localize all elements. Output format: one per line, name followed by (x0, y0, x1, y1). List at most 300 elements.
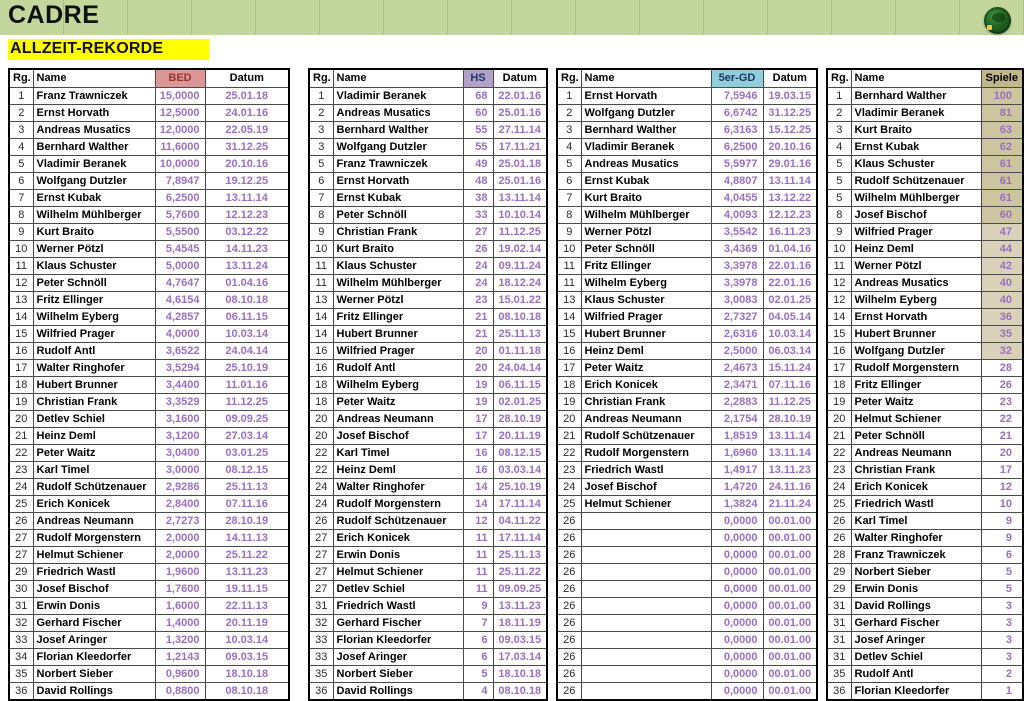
value-cell: 3,3978 (711, 258, 763, 275)
rank-cell: 9 (827, 224, 851, 241)
name-cell: Peter Waitz (333, 394, 463, 411)
table-row (9, 394, 289, 411)
name-cell: Florian Kleedorfer (851, 683, 981, 701)
rank-cell: 2 (827, 105, 851, 122)
name-cell: Helmut Schiener (851, 411, 981, 428)
table-row (309, 615, 547, 632)
value-cell: 0,0000 (711, 513, 763, 530)
table-row (9, 411, 289, 428)
date-cell: 00.01.00 (763, 530, 817, 547)
table-row (9, 615, 289, 632)
title-banner (0, 0, 1024, 35)
value-cell: 48 (463, 173, 493, 190)
name-cell: Hubert Brunner (851, 326, 981, 343)
rank-cell: 16 (9, 343, 33, 360)
table-row (557, 360, 817, 377)
value-cell: 14 (463, 496, 493, 513)
value-cell: 1,4000 (155, 615, 205, 632)
rank-cell: 14 (557, 309, 581, 326)
name-cell: Fritz Ellinger (851, 377, 981, 394)
table-row (827, 258, 1023, 275)
table-row (557, 394, 817, 411)
name-cell: Gerhard Fischer (333, 615, 463, 632)
date-cell: 00.01.00 (763, 564, 817, 581)
name-cell: Karl Timel (851, 513, 981, 530)
date-cell: 19.03.15 (763, 88, 817, 105)
rank-cell: 14 (9, 309, 33, 326)
value-cell: 5,7600 (155, 207, 205, 224)
name-cell: Heinz Deml (33, 428, 155, 445)
value-cell: 23 (463, 292, 493, 309)
date-cell: 02.01.25 (493, 394, 547, 411)
rank-cell: 8 (309, 207, 333, 224)
value-cell: 0,0000 (711, 547, 763, 564)
date-cell: 08.10.18 (493, 683, 547, 701)
rank-cell: 6 (309, 173, 333, 190)
value-cell: 35 (981, 326, 1023, 343)
page-title: CADRE (8, 1, 100, 29)
table-row (9, 666, 289, 683)
table-row (557, 105, 817, 122)
date-cell: 13.11.14 (493, 190, 547, 207)
table-row (9, 649, 289, 666)
table-row (557, 615, 817, 632)
table-row (827, 615, 1023, 632)
table-row (309, 173, 547, 190)
date-cell: 27.03.14 (205, 428, 289, 445)
name-cell: Peter Schnöll (581, 241, 711, 258)
value-cell: 24 (463, 275, 493, 292)
rank-cell: 4 (827, 139, 851, 156)
rank-cell: 31 (827, 649, 851, 666)
name-cell: David Rollings (333, 683, 463, 701)
rank-cell: 31 (827, 632, 851, 649)
column-header-date: Datum (493, 69, 547, 88)
table-row (557, 428, 817, 445)
date-cell: 22.11.13 (205, 598, 289, 615)
name-cell: Norbert Sieber (33, 666, 155, 683)
rank-cell: 26 (309, 513, 333, 530)
page-subtitle: ALLZEIT-REKORDE (8, 39, 209, 60)
rank-cell: 17 (827, 360, 851, 377)
date-cell: 24.11.16 (763, 479, 817, 496)
value-cell: 5 (981, 581, 1023, 598)
rank-cell: 31 (827, 598, 851, 615)
table-row (827, 275, 1023, 292)
rank-cell: 8 (827, 207, 851, 224)
date-cell: 00.01.00 (763, 513, 817, 530)
table-row (827, 683, 1023, 701)
rank-cell: 13 (557, 292, 581, 309)
header-row (9, 69, 289, 88)
date-cell: 13.11.24 (205, 258, 289, 275)
name-cell: Wilhelm Eyberg (581, 275, 711, 292)
name-cell: Josef Bischof (33, 581, 155, 598)
name-cell: Franz Trawniczek (851, 547, 981, 564)
name-cell (581, 649, 711, 666)
table-row (309, 479, 547, 496)
name-cell: Fritz Ellinger (581, 258, 711, 275)
value-cell: 3 (981, 632, 1023, 649)
table-row (9, 530, 289, 547)
value-cell: 14 (463, 479, 493, 496)
rank-cell: 4 (557, 139, 581, 156)
rank-cell: 26 (557, 513, 581, 530)
date-cell: 13.12.22 (763, 190, 817, 207)
date-cell: 25.01.16 (493, 105, 547, 122)
rank-cell: 20 (309, 411, 333, 428)
value-cell: 3,6522 (155, 343, 205, 360)
name-cell: Rudolf Schützenauer (333, 513, 463, 530)
table-row (309, 530, 547, 547)
name-cell: Ernst Kubak (851, 139, 981, 156)
date-cell: 20.10.16 (205, 156, 289, 173)
rank-cell: 26 (557, 683, 581, 701)
value-cell: 3,0083 (711, 292, 763, 309)
rank-cell: 31 (827, 615, 851, 632)
name-cell: Rudolf Schützenauer (581, 428, 711, 445)
rank-cell: 25 (827, 496, 851, 513)
header-row (309, 69, 547, 88)
value-cell: 9 (981, 530, 1023, 547)
table-row (827, 547, 1023, 564)
table-row (827, 479, 1023, 496)
rank-cell: 1 (557, 88, 581, 105)
name-cell: Andreas Neumann (851, 445, 981, 462)
rank-cell: 5 (9, 156, 33, 173)
name-cell: Wilhelm Mühlberger (581, 207, 711, 224)
name-cell: Josef Bischof (851, 207, 981, 224)
value-cell: 68 (463, 88, 493, 105)
column-header-rank: Rg. (9, 69, 33, 88)
date-cell: 29.01.16 (763, 156, 817, 173)
value-cell: 4,8807 (711, 173, 763, 190)
table-row (827, 156, 1023, 173)
date-cell: 10.03.14 (205, 632, 289, 649)
table-row (827, 190, 1023, 207)
date-cell: 31.12.25 (763, 105, 817, 122)
rank-cell: 26 (557, 615, 581, 632)
table-row (827, 649, 1023, 666)
value-cell: 26 (981, 377, 1023, 394)
value-cell: 0,0000 (711, 666, 763, 683)
value-cell: 3,5542 (711, 224, 763, 241)
name-cell: Andreas Neumann (333, 411, 463, 428)
name-cell: Wilfried Prager (851, 224, 981, 241)
date-cell: 17.11.14 (493, 496, 547, 513)
table-row (557, 292, 817, 309)
name-cell: Friedrich Wastl (33, 564, 155, 581)
table-row (827, 428, 1023, 445)
value-cell: 17 (463, 428, 493, 445)
table-row (9, 241, 289, 258)
value-cell: 27 (463, 224, 493, 241)
rank-cell: 10 (9, 241, 33, 258)
date-cell: 24.01.16 (205, 105, 289, 122)
date-cell: 07.11.16 (763, 377, 817, 394)
table-row (309, 309, 547, 326)
date-cell: 15.01.22 (493, 292, 547, 309)
rank-cell: 24 (309, 496, 333, 513)
name-cell: Vladimir Beranek (581, 139, 711, 156)
date-cell: 00.01.00 (763, 666, 817, 683)
table-row (9, 207, 289, 224)
rank-cell: 26 (9, 513, 33, 530)
table-row (557, 258, 817, 275)
table-row (9, 224, 289, 241)
rank-cell: 26 (827, 530, 851, 547)
name-cell: Rudolf Antl (851, 666, 981, 683)
value-cell: 5,5977 (711, 156, 763, 173)
name-cell: Bernhard Walther (33, 139, 155, 156)
table-row (827, 632, 1023, 649)
name-cell: Werner Pötzl (333, 292, 463, 309)
table-row (827, 394, 1023, 411)
header-row (827, 69, 1023, 88)
value-cell: 0,8800 (155, 683, 205, 701)
table-row (9, 275, 289, 292)
table-row (827, 343, 1023, 360)
table-row (309, 190, 547, 207)
table-row (557, 462, 817, 479)
table-row (9, 343, 289, 360)
table-row (9, 156, 289, 173)
rank-cell: 14 (827, 309, 851, 326)
date-cell: 03.12.22 (205, 224, 289, 241)
name-cell (581, 547, 711, 564)
rank-cell: 29 (827, 564, 851, 581)
value-cell: 49 (463, 156, 493, 173)
table-row (827, 309, 1023, 326)
name-cell: Helmut Schiener (333, 564, 463, 581)
table-row (827, 411, 1023, 428)
rank-cell: 18 (557, 377, 581, 394)
rank-cell: 30 (9, 581, 33, 598)
date-cell: 00.01.00 (763, 683, 817, 701)
value-cell: 2,9286 (155, 479, 205, 496)
name-cell: Josef Bischof (333, 428, 463, 445)
table-row (309, 343, 547, 360)
date-cell: 06.03.14 (763, 343, 817, 360)
column-header-value: BED (155, 69, 205, 88)
date-cell: 25.01.18 (493, 156, 547, 173)
date-cell: 00.01.00 (763, 598, 817, 615)
value-cell: 19 (463, 394, 493, 411)
name-cell: Rudolf Antl (333, 360, 463, 377)
rank-cell: 29 (9, 564, 33, 581)
name-cell: Florian Kleedorfer (333, 632, 463, 649)
value-cell: 3,0000 (155, 462, 205, 479)
table-row (9, 462, 289, 479)
table-row (557, 445, 817, 462)
rank-cell: 1 (9, 88, 33, 105)
date-cell: 20.10.16 (763, 139, 817, 156)
value-cell: 55 (463, 139, 493, 156)
rank-cell: 15 (9, 326, 33, 343)
value-cell: 32 (981, 343, 1023, 360)
value-cell: 9 (463, 598, 493, 615)
name-cell: Gerhard Fischer (33, 615, 155, 632)
table-row (9, 88, 289, 105)
value-cell: 12 (981, 479, 1023, 496)
value-cell: 16 (463, 462, 493, 479)
date-cell: 11.12.25 (493, 224, 547, 241)
column-header-date: Datum (763, 69, 817, 88)
value-cell: 7,5946 (711, 88, 763, 105)
value-cell: 6,3163 (711, 122, 763, 139)
name-cell: Werner Pötzl (851, 258, 981, 275)
value-cell: 4,0000 (155, 326, 205, 343)
name-cell: Rudolf Morgenstern (333, 496, 463, 513)
rank-cell: 27 (9, 547, 33, 564)
name-cell: Wilfried Prager (33, 326, 155, 343)
rank-cell: 18 (309, 394, 333, 411)
date-cell: 18.10.18 (205, 666, 289, 683)
date-cell: 03.01.25 (205, 445, 289, 462)
rank-cell: 7 (309, 190, 333, 207)
table-row (827, 666, 1023, 683)
table-row (557, 496, 817, 513)
date-cell: 14.11.23 (205, 241, 289, 258)
column-header-value: 5er-GD (711, 69, 763, 88)
table-row (557, 666, 817, 683)
rank-cell: 8 (9, 207, 33, 224)
value-cell: 15,0000 (155, 88, 205, 105)
date-cell: 07.11.16 (205, 496, 289, 513)
date-cell: 14.11.13 (205, 530, 289, 547)
name-cell: Helmut Schiener (33, 547, 155, 564)
name-cell: Peter Waitz (581, 360, 711, 377)
name-cell (581, 632, 711, 649)
value-cell: 2 (981, 666, 1023, 683)
date-cell: 08.12.15 (205, 462, 289, 479)
date-cell: 00.01.00 (763, 632, 817, 649)
name-cell: Rudolf Schützenauer (33, 479, 155, 496)
name-cell: Andreas Musatics (851, 275, 981, 292)
rank-cell: 22 (309, 462, 333, 479)
rank-cell: 10 (557, 241, 581, 258)
table-row (9, 360, 289, 377)
table-row (557, 207, 817, 224)
rank-cell: 20 (557, 411, 581, 428)
name-cell: Bernhard Walther (581, 122, 711, 139)
date-cell: 22.01.16 (763, 258, 817, 275)
value-cell: 11 (463, 547, 493, 564)
value-cell: 0,0000 (711, 615, 763, 632)
rank-cell: 23 (827, 462, 851, 479)
date-cell: 13.11.14 (763, 428, 817, 445)
value-cell: 0,9600 (155, 666, 205, 683)
rank-cell: 8 (557, 207, 581, 224)
table-row (309, 224, 547, 241)
name-cell: Vladimir Beranek (33, 156, 155, 173)
rank-cell: 25 (9, 496, 33, 513)
name-cell: David Rollings (851, 598, 981, 615)
table-row (9, 122, 289, 139)
name-cell: Kurt Braito (333, 241, 463, 258)
rank-cell: 26 (557, 632, 581, 649)
date-cell: 19.12.25 (205, 173, 289, 190)
rank-cell: 11 (557, 258, 581, 275)
rank-cell: 21 (9, 428, 33, 445)
value-cell: 3 (981, 598, 1023, 615)
column-header-rank: Rg. (309, 69, 333, 88)
name-cell: Karl Timel (333, 445, 463, 462)
table-row (557, 513, 817, 530)
name-cell: Wilhelm Mühlberger (333, 275, 463, 292)
value-cell: 2,0000 (155, 547, 205, 564)
rank-cell: 19 (9, 394, 33, 411)
table-row (827, 360, 1023, 377)
rank-cell: 12 (827, 275, 851, 292)
name-cell: Klaus Schuster (333, 258, 463, 275)
name-cell: Wilhelm Eyberg (851, 292, 981, 309)
name-cell: Josef Aringer (33, 632, 155, 649)
date-cell: 08.10.18 (493, 309, 547, 326)
record-table-bed (8, 68, 288, 701)
name-cell: Walter Ringhofer (851, 530, 981, 547)
value-cell: 0,0000 (711, 649, 763, 666)
table-row (309, 241, 547, 258)
table-row (827, 88, 1023, 105)
value-cell: 0,0000 (711, 530, 763, 547)
rank-cell: 24 (557, 479, 581, 496)
rank-cell: 5 (309, 156, 333, 173)
value-cell: 0,0000 (711, 632, 763, 649)
rank-cell: 24 (9, 479, 33, 496)
rank-cell: 22 (309, 445, 333, 462)
value-cell: 6 (463, 632, 493, 649)
table-row (827, 207, 1023, 224)
rank-cell: 18 (309, 377, 333, 394)
value-cell: 0,0000 (711, 564, 763, 581)
rank-cell: 1 (827, 88, 851, 105)
name-cell (581, 683, 711, 701)
rank-cell: 18 (827, 377, 851, 394)
value-cell: 81 (981, 105, 1023, 122)
name-cell: Fritz Ellinger (33, 292, 155, 309)
value-cell: 2,7327 (711, 309, 763, 326)
rank-cell: 32 (9, 615, 33, 632)
name-cell: Florian Kleedorfer (33, 649, 155, 666)
value-cell: 5 (463, 666, 493, 683)
table-row (557, 564, 817, 581)
rank-cell: 27 (309, 581, 333, 598)
name-cell (581, 513, 711, 530)
value-cell: 26 (463, 241, 493, 258)
rank-cell: 33 (309, 649, 333, 666)
value-cell: 21 (463, 326, 493, 343)
name-cell: Kurt Braito (581, 190, 711, 207)
name-cell: Friedrich Wastl (333, 598, 463, 615)
table-row (309, 632, 547, 649)
record-table-spiele (826, 68, 1022, 701)
date-cell: 09.09.25 (205, 411, 289, 428)
value-cell: 19 (463, 377, 493, 394)
rank-cell: 10 (827, 241, 851, 258)
date-cell: 24.04.14 (205, 343, 289, 360)
value-cell: 22 (981, 411, 1023, 428)
value-cell: 20 (463, 343, 493, 360)
table-row (309, 207, 547, 224)
date-cell: 09.03.15 (493, 632, 547, 649)
club-logo-icon[interactable] (984, 7, 1011, 34)
value-cell: 6,2500 (711, 139, 763, 156)
rank-cell: 14 (309, 326, 333, 343)
name-cell: Josef Aringer (851, 632, 981, 649)
table-row (557, 326, 817, 343)
table-row (9, 632, 289, 649)
